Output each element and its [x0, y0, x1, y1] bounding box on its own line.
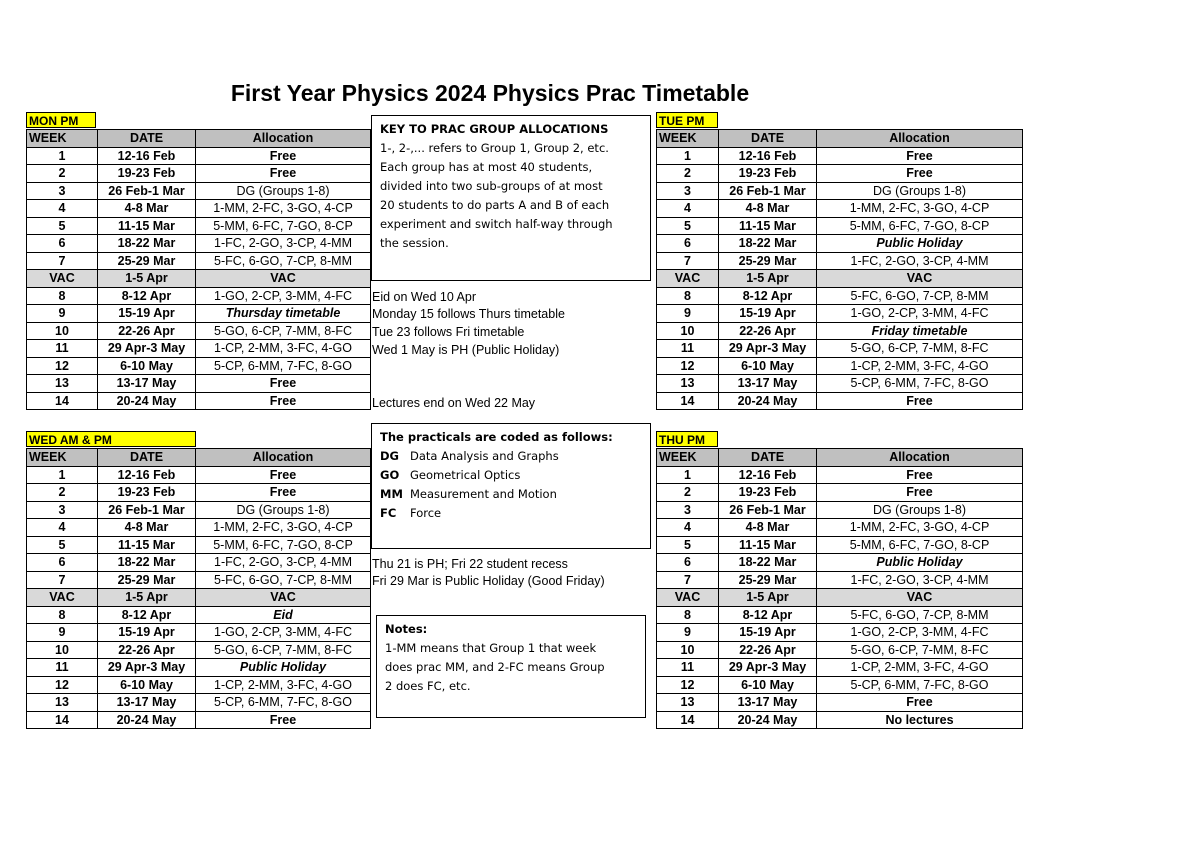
table-row — [27, 147, 371, 165]
notes-line: 1-MM means that Group 1 that week — [385, 641, 597, 655]
allocation-cell: 5-FC, 6-GO, 7-CP, 8-MM — [196, 571, 371, 589]
allocation-cell: 5-MM, 6-FC, 7-GO, 8-CP — [196, 536, 371, 554]
date-cell: 4-8 Mar — [98, 200, 196, 218]
table-row — [27, 252, 371, 270]
week-cell: 6 — [657, 554, 719, 572]
allocation-cell: Free — [817, 392, 1023, 410]
allocation-cell: 1-MM, 2-FC, 3-GO, 4-CP — [196, 519, 371, 537]
week-cell: 10 — [657, 322, 719, 340]
code-name: Measurement and Motion — [410, 487, 557, 501]
table-row — [27, 466, 371, 484]
date-cell: 18-22 Mar — [719, 554, 817, 572]
week-cell: 2 — [27, 165, 98, 183]
date-cell: 1-5 Apr — [98, 589, 196, 607]
allocation-cell: DG (Groups 1-8) — [817, 501, 1023, 519]
date-cell: 25-29 Mar — [98, 571, 196, 589]
thu-pm-table — [656, 448, 1023, 729]
allocation-cell: Free — [817, 694, 1023, 712]
codes-box-heading: The practicals are coded as follows: — [380, 430, 613, 444]
table-row — [657, 252, 1023, 270]
allocation-cell: 1-CP, 2-MM, 3-FC, 4-GO — [196, 676, 371, 694]
table-row — [657, 554, 1023, 572]
table-row — [657, 357, 1023, 375]
allocation-cell: Free — [196, 375, 371, 393]
table-row — [657, 641, 1023, 659]
note-monday15: Monday 15 follows Thurs timetable — [372, 307, 565, 321]
table-row — [657, 676, 1023, 694]
key-line: 1-, 2-,... refers to Group 1, Group 2, etc. — [380, 141, 609, 155]
header-allocation: Allocation — [196, 130, 371, 148]
allocation-cell: 1-CP, 2-MM, 3-FC, 4-GO — [817, 659, 1023, 677]
week-cell: 11 — [27, 340, 98, 358]
week-cell: 14 — [657, 711, 719, 729]
code-row — [380, 485, 644, 504]
header-date: DATE — [98, 130, 196, 148]
table-header-row — [657, 130, 1023, 148]
allocation-cell: 5-CP, 6-MM, 7-FC, 8-GO — [817, 375, 1023, 393]
date-cell: 18-22 Mar — [98, 554, 196, 572]
table-row — [27, 200, 371, 218]
allocation-cell: Friday timetable — [817, 322, 1023, 340]
key-line: the session. — [380, 236, 449, 250]
mon-pm-table — [26, 129, 371, 410]
table-row — [27, 571, 371, 589]
allocation-cell: 5-GO, 6-CP, 7-MM, 8-FC — [817, 641, 1023, 659]
note-wed1: Wed 1 May is PH (Public Holiday) — [372, 343, 560, 357]
allocation-cell: Eid — [196, 606, 371, 624]
key-line: divided into two sub-groups of at most — [380, 179, 603, 193]
key-box-heading: KEY TO PRAC GROUP ALLOCATIONS — [380, 122, 609, 136]
date-cell: 20-24 May — [98, 711, 196, 729]
week-cell: 13 — [657, 694, 719, 712]
table-row — [657, 200, 1023, 218]
week-cell: 7 — [27, 571, 98, 589]
allocation-cell: No lectures — [817, 711, 1023, 729]
allocation-cell: Free — [196, 147, 371, 165]
date-cell: 13-17 May — [98, 375, 196, 393]
allocation-cell: Free — [196, 466, 371, 484]
week-cell: 14 — [27, 392, 98, 410]
key-line: experiment and switch half-way through — [380, 217, 613, 231]
allocation-cell: 5-MM, 6-FC, 7-GO, 8-CP — [817, 217, 1023, 235]
date-cell: 19-23 Feb — [98, 165, 196, 183]
table-row — [27, 536, 371, 554]
table-row — [27, 305, 371, 323]
date-cell: 4-8 Mar — [719, 200, 817, 218]
allocation-cell: Free — [817, 165, 1023, 183]
date-cell: 4-8 Mar — [98, 519, 196, 537]
date-cell: 12-16 Feb — [719, 466, 817, 484]
table-row — [657, 519, 1023, 537]
week-cell: 8 — [657, 606, 719, 624]
allocation-cell: DG (Groups 1-8) — [196, 182, 371, 200]
allocation-cell: 1-GO, 2-CP, 3-MM, 4-FC — [817, 624, 1023, 642]
week-cell: 2 — [27, 484, 98, 502]
allocation-cell: 1-MM, 2-FC, 3-GO, 4-CP — [196, 200, 371, 218]
allocation-cell: Public Holiday — [196, 659, 371, 677]
date-cell: 25-29 Mar — [719, 571, 817, 589]
week-cell: VAC — [657, 270, 719, 288]
week-cell: 12 — [657, 676, 719, 694]
table-row — [27, 322, 371, 340]
date-cell: 6-10 May — [98, 676, 196, 694]
week-cell: 10 — [657, 641, 719, 659]
allocation-cell: 5-MM, 6-FC, 7-GO, 8-CP — [817, 536, 1023, 554]
header-week: WEEK — [27, 130, 98, 148]
table-row — [657, 235, 1023, 253]
week-cell: 10 — [27, 641, 98, 659]
week-cell: 4 — [657, 519, 719, 537]
week-cell: 5 — [657, 217, 719, 235]
date-cell: 8-12 Apr — [98, 287, 196, 305]
note-thu21: Thu 21 is PH; Fri 22 student recess — [372, 557, 568, 571]
week-cell: 9 — [27, 624, 98, 642]
code-name: Data Analysis and Graphs — [410, 449, 559, 463]
allocation-cell: 1-CP, 2-MM, 3-FC, 4-GO — [817, 357, 1023, 375]
week-cell: 3 — [27, 182, 98, 200]
table-row — [27, 357, 371, 375]
date-cell: 22-26 Apr — [719, 641, 817, 659]
date-cell: 11-15 Mar — [98, 217, 196, 235]
table-row — [657, 484, 1023, 502]
date-cell: 1-5 Apr — [98, 270, 196, 288]
code-abbr: MM — [380, 487, 403, 501]
week-cell: 1 — [657, 147, 719, 165]
week-cell: 12 — [657, 357, 719, 375]
note-eid: Eid on Wed 10 Apr — [372, 290, 477, 304]
week-cell: 12 — [27, 676, 98, 694]
week-cell: 1 — [657, 466, 719, 484]
allocation-cell: 1-GO, 2-CP, 3-MM, 4-FC — [817, 305, 1023, 323]
date-cell: 18-22 Mar — [98, 235, 196, 253]
wed-am-pm-table — [26, 448, 371, 729]
allocation-cell: VAC — [196, 589, 371, 607]
table-row — [657, 694, 1023, 712]
table-row — [27, 711, 371, 729]
week-cell: 8 — [657, 287, 719, 305]
allocation-cell: Free — [196, 484, 371, 502]
allocation-cell: VAC — [196, 270, 371, 288]
allocation-cell: 5-GO, 6-CP, 7-MM, 8-FC — [196, 322, 371, 340]
week-cell: 6 — [27, 235, 98, 253]
notes-line: 2 does FC, etc. — [385, 679, 471, 693]
allocation-cell: Free — [817, 466, 1023, 484]
table-row — [27, 392, 371, 410]
table-row — [27, 606, 371, 624]
allocation-cell: 5-CP, 6-MM, 7-FC, 8-GO — [196, 357, 371, 375]
week-cell: 1 — [27, 147, 98, 165]
week-cell: 13 — [27, 375, 98, 393]
allocation-cell: 5-FC, 6-GO, 7-CP, 8-MM — [817, 287, 1023, 305]
table-header-row — [27, 449, 371, 467]
tue-pm-label: TUE PM — [656, 112, 718, 128]
week-cell: VAC — [657, 589, 719, 607]
table-row — [657, 571, 1023, 589]
date-cell: 19-23 Feb — [98, 484, 196, 502]
week-cell: 3 — [27, 501, 98, 519]
allocation-cell: Thursday timetable — [196, 305, 371, 323]
allocation-cell: 5-GO, 6-CP, 7-MM, 8-FC — [196, 641, 371, 659]
table-row — [657, 287, 1023, 305]
allocation-cell: DG (Groups 1-8) — [817, 182, 1023, 200]
date-cell: 22-26 Apr — [98, 641, 196, 659]
date-cell: 15-19 Apr — [98, 624, 196, 642]
allocation-cell: 5-FC, 6-GO, 7-CP, 8-MM — [817, 606, 1023, 624]
notes-box — [376, 615, 646, 718]
week-cell: 5 — [657, 536, 719, 554]
allocation-cell: 5-CP, 6-MM, 7-FC, 8-GO — [196, 694, 371, 712]
table-row — [657, 147, 1023, 165]
key-line: Each group has at most 40 students, — [380, 160, 593, 174]
table-row — [27, 182, 371, 200]
table-row — [657, 217, 1023, 235]
week-cell: 13 — [657, 375, 719, 393]
table-row — [27, 641, 371, 659]
week-cell: 7 — [657, 571, 719, 589]
date-cell: 20-24 May — [98, 392, 196, 410]
date-cell: 13-17 May — [719, 375, 817, 393]
key-box — [371, 115, 651, 281]
week-cell: 6 — [27, 554, 98, 572]
date-cell: 8-12 Apr — [719, 606, 817, 624]
date-cell: 20-24 May — [719, 392, 817, 410]
allocation-cell: 5-MM, 6-FC, 7-GO, 8-CP — [196, 217, 371, 235]
week-cell: 13 — [27, 694, 98, 712]
date-cell: 26 Feb-1 Mar — [719, 182, 817, 200]
date-cell: 22-26 Apr — [719, 322, 817, 340]
date-cell: 6-10 May — [719, 357, 817, 375]
table-row — [657, 659, 1023, 677]
date-cell: 11-15 Mar — [98, 536, 196, 554]
date-cell: 4-8 Mar — [719, 519, 817, 537]
date-cell: 15-19 Apr — [98, 305, 196, 323]
date-cell: 11-15 Mar — [719, 536, 817, 554]
table-row — [27, 554, 371, 572]
allocation-cell: 5-FC, 6-GO, 7-CP, 8-MM — [196, 252, 371, 270]
allocation-cell: Free — [817, 147, 1023, 165]
wed-am-pm-label: WED AM & PM — [26, 431, 196, 447]
table-row — [657, 606, 1023, 624]
date-cell: 26 Feb-1 Mar — [98, 501, 196, 519]
date-cell: 25-29 Mar — [719, 252, 817, 270]
table-header-row — [657, 449, 1023, 467]
notes-line: does prac MM, and 2-FC means Group — [385, 660, 605, 674]
allocation-cell: Free — [817, 484, 1023, 502]
table-row — [27, 217, 371, 235]
table-row — [657, 711, 1023, 729]
table-row — [27, 694, 371, 712]
key-line: 20 students to do parts A and B of each — [380, 198, 610, 212]
code-row — [380, 466, 644, 485]
code-name: Geometrical Optics — [410, 468, 521, 482]
allocation-cell: VAC — [817, 270, 1023, 288]
allocation-cell: Public Holiday — [817, 235, 1023, 253]
allocation-cell: 1-GO, 2-CP, 3-MM, 4-FC — [196, 287, 371, 305]
allocation-cell: 1-FC, 2-GO, 3-CP, 4-MM — [196, 554, 371, 572]
table-row — [27, 375, 371, 393]
date-cell: 8-12 Apr — [98, 606, 196, 624]
table-row — [27, 676, 371, 694]
date-cell: 13-17 May — [98, 694, 196, 712]
allocation-cell: 5-CP, 6-MM, 7-FC, 8-GO — [817, 676, 1023, 694]
code-row — [380, 447, 644, 466]
allocation-cell: Free — [196, 165, 371, 183]
header-allocation: Allocation — [817, 130, 1023, 148]
table-row — [657, 501, 1023, 519]
allocation-cell: VAC — [817, 589, 1023, 607]
code-row — [380, 504, 644, 523]
note-lectures-end: Lectures end on Wed 22 May — [372, 396, 536, 410]
header-allocation: Allocation — [196, 449, 371, 467]
date-cell: 1-5 Apr — [719, 589, 817, 607]
week-cell: 12 — [27, 357, 98, 375]
week-cell: 1 — [27, 466, 98, 484]
week-cell: 3 — [657, 501, 719, 519]
table-row — [657, 305, 1023, 323]
note-tue23: Tue 23 follows Fri timetable — [372, 325, 525, 339]
header-week: WEEK — [657, 130, 719, 148]
date-cell: 15-19 Apr — [719, 624, 817, 642]
allocation-cell: Public Holiday — [817, 554, 1023, 572]
date-cell: 19-23 Feb — [719, 165, 817, 183]
week-cell: 4 — [27, 200, 98, 218]
header-week: WEEK — [657, 449, 719, 467]
week-cell: 9 — [657, 305, 719, 323]
allocation-cell: DG (Groups 1-8) — [196, 501, 371, 519]
date-cell: 19-23 Feb — [719, 484, 817, 502]
table-row — [27, 235, 371, 253]
date-cell: 18-22 Mar — [719, 235, 817, 253]
note-fri29: Fri 29 Mar is Public Holiday (Good Friday) — [372, 574, 605, 588]
date-cell: 1-5 Apr — [719, 270, 817, 288]
week-cell: 9 — [657, 624, 719, 642]
week-cell: VAC — [27, 270, 98, 288]
date-cell: 29 Apr-3 May — [719, 340, 817, 358]
allocation-cell: 1-FC, 2-GO, 3-CP, 4-MM — [196, 235, 371, 253]
date-cell: 29 Apr-3 May — [719, 659, 817, 677]
week-cell: 4 — [27, 519, 98, 537]
table-row — [657, 165, 1023, 183]
week-cell: 2 — [657, 484, 719, 502]
week-cell: 8 — [27, 287, 98, 305]
allocation-cell: Free — [196, 711, 371, 729]
table-row — [27, 287, 371, 305]
allocation-cell: 5-GO, 6-CP, 7-MM, 8-FC — [817, 340, 1023, 358]
date-cell: 22-26 Apr — [98, 322, 196, 340]
table-row — [27, 624, 371, 642]
table-row — [27, 589, 371, 607]
header-date: DATE — [719, 449, 817, 467]
week-cell: 4 — [657, 200, 719, 218]
week-cell: 11 — [27, 659, 98, 677]
table-row — [27, 501, 371, 519]
week-cell: 2 — [657, 165, 719, 183]
table-row — [657, 182, 1023, 200]
thu-pm-label: THU PM — [656, 431, 718, 447]
week-cell: 5 — [27, 536, 98, 554]
allocation-cell: 1-FC, 2-GO, 3-CP, 4-MM — [817, 252, 1023, 270]
week-cell: 11 — [657, 659, 719, 677]
notes-box-heading: Notes: — [385, 622, 428, 636]
week-cell: 5 — [27, 217, 98, 235]
mon-pm-label: MON PM — [26, 112, 96, 128]
code-abbr: GO — [380, 468, 400, 482]
page-title: First Year Physics 2024 Physics Prac Timetable — [230, 80, 750, 106]
week-cell: 9 — [27, 305, 98, 323]
date-cell: 29 Apr-3 May — [98, 659, 196, 677]
date-cell: 20-24 May — [719, 711, 817, 729]
tue-pm-table — [656, 129, 1023, 410]
code-abbr: DG — [380, 449, 399, 463]
week-cell: 10 — [27, 322, 98, 340]
week-cell: 11 — [657, 340, 719, 358]
header-allocation: Allocation — [817, 449, 1023, 467]
header-date: DATE — [719, 130, 817, 148]
week-cell: 14 — [657, 392, 719, 410]
table-row — [657, 536, 1023, 554]
table-row — [27, 165, 371, 183]
date-cell: 13-17 May — [719, 694, 817, 712]
table-row — [27, 659, 371, 677]
table-row — [657, 466, 1023, 484]
date-cell: 26 Feb-1 Mar — [719, 501, 817, 519]
date-cell: 26 Feb-1 Mar — [98, 182, 196, 200]
week-cell: 7 — [27, 252, 98, 270]
table-row — [27, 270, 371, 288]
date-cell: 29 Apr-3 May — [98, 340, 196, 358]
week-cell: VAC — [27, 589, 98, 607]
table-header-row — [27, 130, 371, 148]
week-cell: 8 — [27, 606, 98, 624]
week-cell: 6 — [657, 235, 719, 253]
allocation-cell: 1-GO, 2-CP, 3-MM, 4-FC — [196, 624, 371, 642]
code-name: Force — [410, 506, 442, 520]
header-week: WEEK — [27, 449, 98, 467]
table-row — [657, 270, 1023, 288]
date-cell: 6-10 May — [98, 357, 196, 375]
week-cell: 14 — [27, 711, 98, 729]
date-cell: 12-16 Feb — [98, 466, 196, 484]
table-row — [657, 322, 1023, 340]
table-row — [657, 340, 1023, 358]
date-cell: 11-15 Mar — [719, 217, 817, 235]
table-row — [657, 392, 1023, 410]
date-cell: 12-16 Feb — [98, 147, 196, 165]
week-cell: 3 — [657, 182, 719, 200]
allocation-cell: 1-MM, 2-FC, 3-GO, 4-CP — [817, 519, 1023, 537]
allocation-cell: 1-MM, 2-FC, 3-GO, 4-CP — [817, 200, 1023, 218]
date-cell: 6-10 May — [719, 676, 817, 694]
date-cell: 25-29 Mar — [98, 252, 196, 270]
allocation-cell: 1-CP, 2-MM, 3-FC, 4-GO — [196, 340, 371, 358]
week-cell: 7 — [657, 252, 719, 270]
table-row — [27, 519, 371, 537]
date-cell: 8-12 Apr — [719, 287, 817, 305]
code-abbr: FC — [380, 506, 397, 520]
table-row — [657, 624, 1023, 642]
header-date: DATE — [98, 449, 196, 467]
table-row — [657, 375, 1023, 393]
table-row — [27, 484, 371, 502]
codes-box — [371, 423, 651, 549]
allocation-cell: Free — [196, 392, 371, 410]
table-row — [657, 589, 1023, 607]
date-cell: 15-19 Apr — [719, 305, 817, 323]
allocation-cell: 1-FC, 2-GO, 3-CP, 4-MM — [817, 571, 1023, 589]
date-cell: 12-16 Feb — [719, 147, 817, 165]
table-row — [27, 340, 371, 358]
